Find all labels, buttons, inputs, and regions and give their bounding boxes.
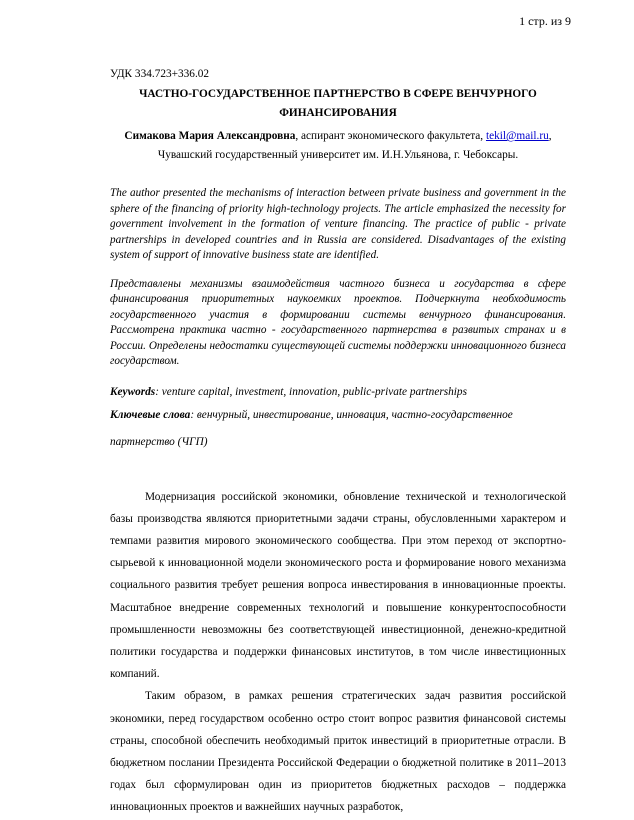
author-line	[110, 127, 566, 146]
body-paragraph-2: Таким образом, в рамках решения стратегических задач развития российской экономики, перед государством особенно остро стоит вопрос развития финансовой системы страны, способной обеспечить необходимый приток инвестиций в приоритетные отрасли. В бюджетном послании Президента Российской Федерации о бюджетной политике в 2011–2013 годах был сформулирован один из приоритетов бюджетных расходов – поддержка инновационных проектов и важнейших научных разработок,	[110, 690, 566, 814]
author-tail: ,	[548, 130, 552, 142]
keywords-en	[110, 383, 566, 402]
keywords-ru-label: Ключевые слова	[110, 408, 191, 421]
abstract-ru: Представлены механизмы взаимодействия частного бизнеса и государства в сфере финансирования приоритетных наукоемких проектов. Подчеркнута необходимость государственного участия в формировании системы венчурного финансирования. Рассмотрена практика частно - государственного партнерства в развитых странах и в России. Определены недостатки существующей системы поддержки инновационного бизнеса государством.	[110, 277, 566, 367]
keywords-ru	[110, 402, 566, 456]
author-email-link[interactable]: tekil@mail.ru	[485, 130, 549, 142]
article-title: ЧАСТНО-ГОСУДАРСТВЕННОЕ ПАРТНЕРСТВО В СФЕРЕ ВЕНЧУРНОГО ФИНАНСИРОВАНИЯ	[139, 88, 537, 119]
keywords-en-list: : venture capital, investment, innovation, public-private partnerships	[155, 385, 467, 398]
keywords-en-label: Keywords	[110, 385, 156, 398]
article-content	[110, 68, 566, 819]
affiliation: Чувашский государственный университет им. И.Н.Ульянова, г. Чебоксары.	[157, 149, 519, 161]
author-role: , аспирант экономического факультета,	[295, 130, 486, 142]
udk-code: УДК 334.723+336.02	[110, 68, 210, 80]
abstract-en: The author presented the mechanisms of interaction between private business and government in the sphere of the financing of priority high-technology projects. The article emphasized the necessity for government involvement in the formation of venture financing. The practice of public - private partnerships in developed countries and in Russia are considered. Disadvantages of the existing system of support of innovative business state are identified.	[110, 187, 566, 261]
body-paragraph-1: Модернизация российской экономики, обновление технической и технологической базы производства являются приоритетными задачи страны, обусловленными характером и темпами развития мирового экономического сообщества. При этом переход от экспортно-сырьевой к инновационной модели экономического роста и формирование нового механизма социального развития требует решения вопроса инвестирования в инновационные проекты. Масштабное внедрение современных технологий и повышение конкурентоспособности промышленности невозможны без соответствующей инвестиционной, денежно-кредитной политики государства и поддержки финансовых институтов, в том числе инвестиционных компаний.	[110, 490, 566, 681]
keywords-ru-list: : венчурный, инвестирование, инновация, частно-государственное партнерство (ЧГП)	[110, 408, 513, 448]
page-indicator: 1 стр. из 9	[519, 14, 571, 28]
author-name: Симакова Мария Александровна	[124, 130, 296, 142]
